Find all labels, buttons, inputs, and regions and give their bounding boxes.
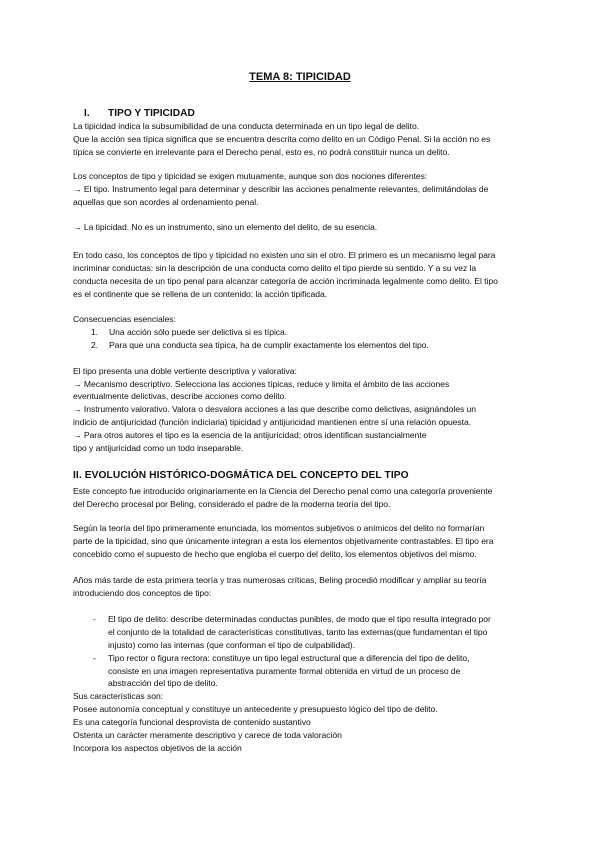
paragraph-line: El tipo presenta una doble vertiente descriptiva y valorativa: — [73, 366, 297, 376]
bullet-text: abstracción del tipo de delito. — [108, 678, 218, 688]
paragraph-line: → La tipicidad. No es un instrumento, sino un elemento del delito, de su esencia. — [73, 222, 378, 232]
paragraph-line: eventualmente delictivas, describe acciones como delito. — [73, 391, 287, 401]
bullet-text: consiste en una imagen representativa puramente formal obtenida en virtud de un proceso de — [108, 666, 461, 676]
section-1-heading — [84, 108, 195, 119]
section-2-heading: II. EVOLUCIÓN HISTÓRICO-DOGMÁTICA DEL CONCEPTO DEL TIPO — [73, 470, 409, 481]
paragraph-line: indicio de antijuricidad (función indiciaria) tipicidad y antijuricidad mantienen entre sí una relación opuesta. — [73, 417, 472, 427]
bullet-item — [93, 614, 491, 625]
paragraph-line: introduciendo dos conceptos de tipo: — [73, 588, 212, 598]
paragraph-line: concebido como el supuesto de hecho que engloba el cuerpo del delito, los elementos objetivos del mismo. — [73, 549, 477, 559]
bullet-text: injusto) como las internas (que conforman el tipo de culpabilidad). — [108, 640, 355, 650]
bullet-text: El tipo de delito: describe determinadas conductas punibles, de modo que el tipo resulta integrado por — [108, 614, 491, 624]
paragraph-line: → Mecanismo descriptivo. Selecciona las acciones típicas, reduce y limita el ámbito de las acciones — [73, 379, 450, 389]
bullet-item — [93, 653, 469, 664]
paragraph-line: del Derecho procesal por Beling, considerado el padre de la moderna teoría del tipo. — [73, 499, 391, 509]
list-number: 2. — [91, 340, 99, 350]
bullet-dash: - — [93, 614, 96, 624]
bullet-text: el conjunto de la totalidad de características constitutivas, tanto las externas(que fundamentan el tipo — [108, 627, 488, 637]
section-1-title: TIPO Y TIPICIDAD — [108, 108, 195, 119]
paragraph-line: Este concepto fue introducido originariamente en la Ciencia del Derecho penal como una categoría proveniente — [73, 486, 493, 496]
paragraph-line: aquellas que son acordes al ordenamiento penal. — [73, 197, 259, 207]
paragraph-line: incriminar conductas: sin la descripción de una conducta como delito el tipo pierde su sentido. Y a su vez la — [73, 263, 477, 273]
consequences-label: Consecuencias esenciales: — [73, 314, 176, 324]
paragraph-line: Según la teoría del tipo primeramente enunciada, los momentos subjetivos o anímicos del delito no formarían — [73, 523, 485, 533]
paragraph-line: Años más tarde de esta primera teoría y tras numerosas críticas, Beling procedió modificar y ampliar su teoría — [73, 575, 487, 585]
bullet-dash: - — [93, 653, 96, 663]
list-item — [91, 327, 287, 338]
list-text: Una acción sólo puede ser delictiva si es típica. — [109, 327, 288, 337]
paragraph-line: → Instrumento valorativo. Valora o desvalora acciones a las que describe como delictivas, asignándoles un — [73, 404, 477, 414]
page-title: TEMA 8: TIPICIDAD — [249, 71, 351, 83]
list-item — [91, 340, 429, 351]
list-number: 1. — [91, 327, 99, 337]
characteristic-item: Ostenta un carácter meramente descriptivo y carece de toda valoración — [73, 730, 342, 740]
paragraph-line: Los conceptos de tipo y tipicidad se exigen mutuamente, aunque son dos nociones diferentes: — [73, 171, 428, 181]
paragraph-line: → Para otros autores el tipo es la esencia de la antijuricidad; otros identifican sustancialmente — [73, 430, 427, 440]
characteristic-item: Posee autonomía conceptual y constituye un antecedente y presupuesto lógico del tipo de delito. — [73, 704, 438, 714]
section-1-number: I. — [84, 108, 90, 119]
paragraph-line: es el continente que se rellena de un contenido: la acción tipificada. — [73, 289, 328, 299]
characteristics-label: Sus características son: — [73, 691, 164, 701]
paragraph-line: tipo y antijuricidad como un todo inseparable. — [73, 443, 244, 453]
characteristic-item: Incorpora los aspectos objetivos de la acción — [73, 743, 242, 753]
paragraph-line: típica se convierte en irrelevante para el Derecho penal, esto es, no podrá constituir nunca un delito. — [73, 147, 450, 157]
paragraph-line: conducta necesita de un tipo penal para alcanzar categoría de acción incriminada legalmente como delito. El tipo — [73, 276, 498, 286]
paragraph-line: parte de la tipicidad, sino que únicamente integran a esta los elementos objetivamente contrastables. El tipo era — [73, 536, 494, 546]
list-text: Para que una conducta sea típica, ha de cumplir exactamente los elementos del tipo. — [109, 340, 429, 350]
paragraph-line: Que la acción sea típica significa que se encuentra descrita como delito en un Código Penal. Si la acción no es — [73, 134, 491, 144]
paragraph-line: En todo caso, los conceptos de tipo y tipicidad no existen uno sin el otro. El primero es un mecanismo legal para — [73, 250, 496, 260]
characteristic-item: Es una categoría funcional desprovista de contenido sustantivo — [73, 717, 311, 727]
bullet-text: Tipo rector o figura rectora: constituye un tipo legal estructural que a diferencia del tipo de delito, — [108, 653, 470, 663]
paragraph-line: → El tipo. Instrumento legal para determinar y describir las acciones penalmente relevantes, delimitándolas de — [73, 184, 489, 194]
paragraph-line: La tipicidad indica la subsumibilidad de una conducta determinada en un tipo legal de delito. — [73, 121, 420, 131]
